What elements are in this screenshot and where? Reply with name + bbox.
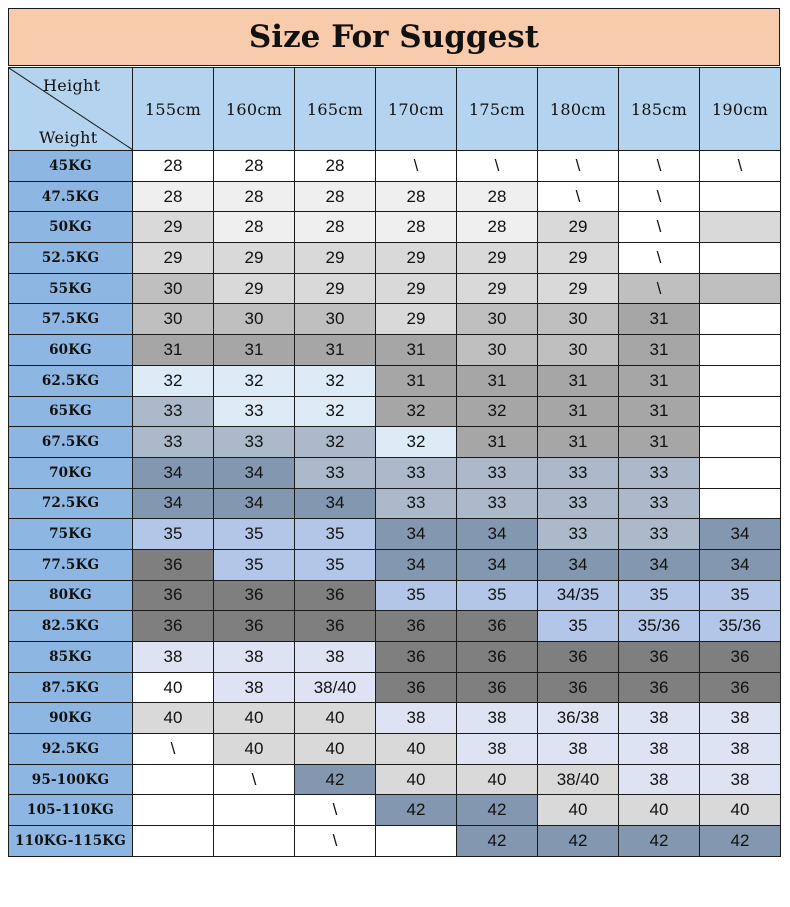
size-cell: 40 (376, 734, 457, 765)
size-cell: 32 (295, 396, 376, 427)
table-row (9, 672, 781, 703)
size-cell (700, 243, 781, 274)
size-cell: \ (619, 273, 700, 304)
size-cell: 36 (457, 672, 538, 703)
size-cell: 31 (538, 365, 619, 396)
size-cell: \ (214, 764, 295, 795)
size-cell: 30 (133, 304, 214, 335)
size-cell: 34 (457, 549, 538, 580)
size-cell (700, 365, 781, 396)
size-cell: 30 (457, 335, 538, 366)
height-header-cell: 155cm (133, 68, 214, 151)
weight-label-cell: 80KG (9, 580, 133, 611)
size-cell: 38 (619, 703, 700, 734)
size-cell: 32 (376, 396, 457, 427)
size-cell: 31 (619, 365, 700, 396)
table-row (9, 396, 781, 427)
size-cell: 33 (619, 457, 700, 488)
size-cell: 38 (457, 734, 538, 765)
size-cell: 31 (619, 335, 700, 366)
weight-label-cell: 110KG-115KG (9, 826, 133, 857)
size-cell: 31 (538, 396, 619, 427)
size-cell: 28 (457, 212, 538, 243)
size-cell: 35/36 (619, 611, 700, 642)
size-cell: \ (295, 826, 376, 857)
size-cell: 38 (538, 734, 619, 765)
size-cell: 34 (295, 488, 376, 519)
height-header-cell: 165cm (295, 68, 376, 151)
size-cell (700, 488, 781, 519)
weight-label-cell: 50KG (9, 212, 133, 243)
size-cell: 40 (133, 703, 214, 734)
size-cell (700, 273, 781, 304)
size-cell: 31 (538, 427, 619, 458)
weight-axis-label: Weight (39, 128, 98, 147)
size-cell: 32 (214, 365, 295, 396)
size-cell: 33 (214, 396, 295, 427)
table-row (9, 549, 781, 580)
size-cell: 35 (457, 580, 538, 611)
weight-label-cell: 60KG (9, 335, 133, 366)
size-cell: 42 (700, 826, 781, 857)
size-cell: 28 (295, 181, 376, 212)
weight-label-cell: 52.5KG (9, 243, 133, 274)
size-cell: 42 (295, 764, 376, 795)
size-cell (700, 181, 781, 212)
size-cell: 30 (457, 304, 538, 335)
size-cell (700, 457, 781, 488)
size-cell: 33 (457, 488, 538, 519)
table-row (9, 151, 781, 182)
weight-label-cell: 95-100KG (9, 764, 133, 795)
size-cell: 31 (133, 335, 214, 366)
size-cell: 33 (295, 457, 376, 488)
table-row (9, 181, 781, 212)
size-cell: 36 (214, 580, 295, 611)
weight-label-cell: 45KG (9, 151, 133, 182)
size-cell: 31 (457, 427, 538, 458)
size-cell (376, 826, 457, 857)
size-cell (214, 826, 295, 857)
size-cell: 38 (376, 703, 457, 734)
size-cell: \ (538, 151, 619, 182)
size-cell: 35 (619, 580, 700, 611)
size-cell: 34 (700, 519, 781, 550)
size-cell: 29 (295, 273, 376, 304)
size-cell: 32 (376, 427, 457, 458)
weight-label-cell: 55KG (9, 273, 133, 304)
size-cell: 38 (457, 703, 538, 734)
size-cell: 30 (538, 304, 619, 335)
size-cell: 33 (538, 488, 619, 519)
size-cell: 29 (376, 304, 457, 335)
size-cell: 38 (619, 734, 700, 765)
size-cell: 40 (376, 764, 457, 795)
size-cell: 38 (133, 642, 214, 673)
size-cell: 40 (700, 795, 781, 826)
size-cell: 28 (295, 212, 376, 243)
size-cell: 30 (214, 304, 295, 335)
table-row (9, 457, 781, 488)
size-cell: 40 (619, 795, 700, 826)
size-cell: 35 (700, 580, 781, 611)
size-cell: 29 (457, 273, 538, 304)
size-cell: 28 (295, 151, 376, 182)
table-row (9, 243, 781, 274)
size-cell: 34 (214, 488, 295, 519)
size-cell: 32 (295, 365, 376, 396)
size-cell: 38 (214, 642, 295, 673)
size-cell: \ (619, 212, 700, 243)
size-cell: 36 (538, 672, 619, 703)
size-cell: 31 (457, 365, 538, 396)
size-cell: 31 (295, 335, 376, 366)
size-cell: 35 (133, 519, 214, 550)
table-row (9, 365, 781, 396)
size-cell: \ (133, 734, 214, 765)
weight-label-cell: 75KG (9, 519, 133, 550)
weight-label-cell: 92.5KG (9, 734, 133, 765)
table-row (9, 427, 781, 458)
size-cell: 33 (619, 488, 700, 519)
size-cell: 34 (376, 549, 457, 580)
size-cell: 35 (295, 519, 376, 550)
size-cell: 32 (457, 396, 538, 427)
size-cell: 36 (457, 611, 538, 642)
size-cell: 40 (457, 764, 538, 795)
size-table (8, 67, 781, 857)
size-cell: 36 (295, 580, 376, 611)
size-cell: \ (376, 151, 457, 182)
size-cell: 28 (133, 181, 214, 212)
size-cell (700, 396, 781, 427)
table-row (9, 764, 781, 795)
size-cell (700, 427, 781, 458)
size-cell: 29 (133, 212, 214, 243)
size-cell: \ (619, 151, 700, 182)
size-cell: 36 (376, 611, 457, 642)
size-cell: 35/36 (700, 611, 781, 642)
size-cell: 31 (376, 365, 457, 396)
size-cell: 33 (619, 519, 700, 550)
size-cell: 33 (133, 396, 214, 427)
size-cell: 30 (133, 273, 214, 304)
table-row (9, 304, 781, 335)
size-cell: 38 (295, 642, 376, 673)
size-cell: 36 (700, 642, 781, 673)
table-row (9, 734, 781, 765)
size-cell: 28 (214, 151, 295, 182)
size-cell: 31 (376, 335, 457, 366)
size-cell: 35 (376, 580, 457, 611)
chart-title: Size For Suggest (8, 8, 780, 66)
weight-label-cell: 90KG (9, 703, 133, 734)
size-cell: 34 (619, 549, 700, 580)
size-cell: \ (295, 795, 376, 826)
size-cell: 40 (538, 795, 619, 826)
table-row (9, 580, 781, 611)
size-cell: 40 (295, 734, 376, 765)
size-cell: 38 (214, 672, 295, 703)
size-cell: 34 (133, 457, 214, 488)
size-cell: 36 (133, 611, 214, 642)
height-header-cell: 170cm (376, 68, 457, 151)
size-cell: \ (700, 151, 781, 182)
size-cell: 32 (133, 365, 214, 396)
weight-label-cell: 77.5KG (9, 549, 133, 580)
header-row (9, 68, 781, 151)
size-cell: 38 (700, 764, 781, 795)
size-cell: 35 (214, 519, 295, 550)
size-cell: 31 (619, 396, 700, 427)
size-cell: 36 (133, 580, 214, 611)
size-cell: 38/40 (295, 672, 376, 703)
size-cell: 34 (700, 549, 781, 580)
size-cell: 35 (214, 549, 295, 580)
size-cell: 33 (376, 488, 457, 519)
size-cell: 28 (376, 181, 457, 212)
size-cell: 33 (538, 519, 619, 550)
size-cell: 38/40 (538, 764, 619, 795)
size-chart (8, 8, 780, 857)
size-cell: 28 (376, 212, 457, 243)
size-cell: 29 (133, 243, 214, 274)
height-axis-label: Height (43, 76, 101, 95)
size-cell: 29 (376, 273, 457, 304)
size-cell: 30 (538, 335, 619, 366)
size-cell: \ (457, 151, 538, 182)
height-header-cell: 185cm (619, 68, 700, 151)
weight-label-cell: 105-110KG (9, 795, 133, 826)
height-header-cell: 180cm (538, 68, 619, 151)
size-cell: 28 (457, 181, 538, 212)
size-cell: 40 (295, 703, 376, 734)
size-cell: 28 (214, 181, 295, 212)
height-header-cell: 160cm (214, 68, 295, 151)
size-cell: 38 (700, 703, 781, 734)
size-cell (700, 212, 781, 243)
weight-label-cell: 65KG (9, 396, 133, 427)
size-cell: 29 (214, 243, 295, 274)
table-row (9, 642, 781, 673)
size-cell: 42 (457, 826, 538, 857)
weight-label-cell: 62.5KG (9, 365, 133, 396)
size-cell: 34 (133, 488, 214, 519)
size-cell: 36 (700, 672, 781, 703)
size-cell (700, 335, 781, 366)
size-cell: 34 (538, 549, 619, 580)
size-cell (133, 795, 214, 826)
height-header-cell: 190cm (700, 68, 781, 151)
size-cell: 33 (457, 457, 538, 488)
size-cell: 38 (700, 734, 781, 765)
size-cell: 36 (376, 642, 457, 673)
size-cell: 31 (619, 427, 700, 458)
weight-label-cell: 67.5KG (9, 427, 133, 458)
weight-label-cell: 82.5KG (9, 611, 133, 642)
size-cell: 36 (295, 611, 376, 642)
size-cell: \ (619, 243, 700, 274)
table-row (9, 488, 781, 519)
size-cell: 29 (538, 273, 619, 304)
size-cell: 29 (376, 243, 457, 274)
size-cell: 40 (133, 672, 214, 703)
size-cell: 34 (376, 519, 457, 550)
table-row (9, 212, 781, 243)
size-cell: 32 (295, 427, 376, 458)
size-cell: 28 (133, 151, 214, 182)
size-cell: 29 (295, 243, 376, 274)
size-cell: 36/38 (538, 703, 619, 734)
weight-label-cell: 87.5KG (9, 672, 133, 703)
size-cell: 35 (295, 549, 376, 580)
size-cell: 42 (457, 795, 538, 826)
size-cell: 36 (619, 672, 700, 703)
size-cell: 29 (538, 243, 619, 274)
size-cell (700, 304, 781, 335)
weight-label-cell: 85KG (9, 642, 133, 673)
weight-label-cell: 57.5KG (9, 304, 133, 335)
size-cell: 31 (214, 335, 295, 366)
table-row (9, 795, 781, 826)
table-row (9, 826, 781, 857)
size-cell: 34 (457, 519, 538, 550)
size-cell: 36 (457, 642, 538, 673)
size-cell: 29 (214, 273, 295, 304)
table-row (9, 703, 781, 734)
size-cell: 36 (619, 642, 700, 673)
size-cell: 33 (214, 427, 295, 458)
size-cell: 33 (538, 457, 619, 488)
weight-label-cell: 70KG (9, 457, 133, 488)
size-cell: 42 (538, 826, 619, 857)
size-cell (133, 764, 214, 795)
size-cell: 36 (538, 642, 619, 673)
size-cell: \ (619, 181, 700, 212)
size-cell: 34/35 (538, 580, 619, 611)
table-row (9, 335, 781, 366)
corner-cell (9, 68, 133, 151)
size-cell: 28 (214, 212, 295, 243)
size-cell: 29 (538, 212, 619, 243)
weight-label-cell: 47.5KG (9, 181, 133, 212)
size-cell: 36 (214, 611, 295, 642)
size-cell: 42 (376, 795, 457, 826)
table-row (9, 611, 781, 642)
size-cell: 40 (214, 703, 295, 734)
size-cell: 40 (214, 734, 295, 765)
size-cell: 35 (538, 611, 619, 642)
size-cell: 33 (376, 457, 457, 488)
size-cell (214, 795, 295, 826)
size-cell: 30 (295, 304, 376, 335)
size-cell: \ (538, 181, 619, 212)
table-row (9, 519, 781, 550)
size-cell: 31 (619, 304, 700, 335)
size-cell: 36 (133, 549, 214, 580)
weight-label-cell: 72.5KG (9, 488, 133, 519)
size-cell: 34 (214, 457, 295, 488)
size-cell: 36 (376, 672, 457, 703)
table-row (9, 273, 781, 304)
size-cell (133, 826, 214, 857)
size-cell: 33 (133, 427, 214, 458)
height-header-cell: 175cm (457, 68, 538, 151)
size-cell: 42 (619, 826, 700, 857)
size-cell: 29 (457, 243, 538, 274)
size-cell: 38 (619, 764, 700, 795)
